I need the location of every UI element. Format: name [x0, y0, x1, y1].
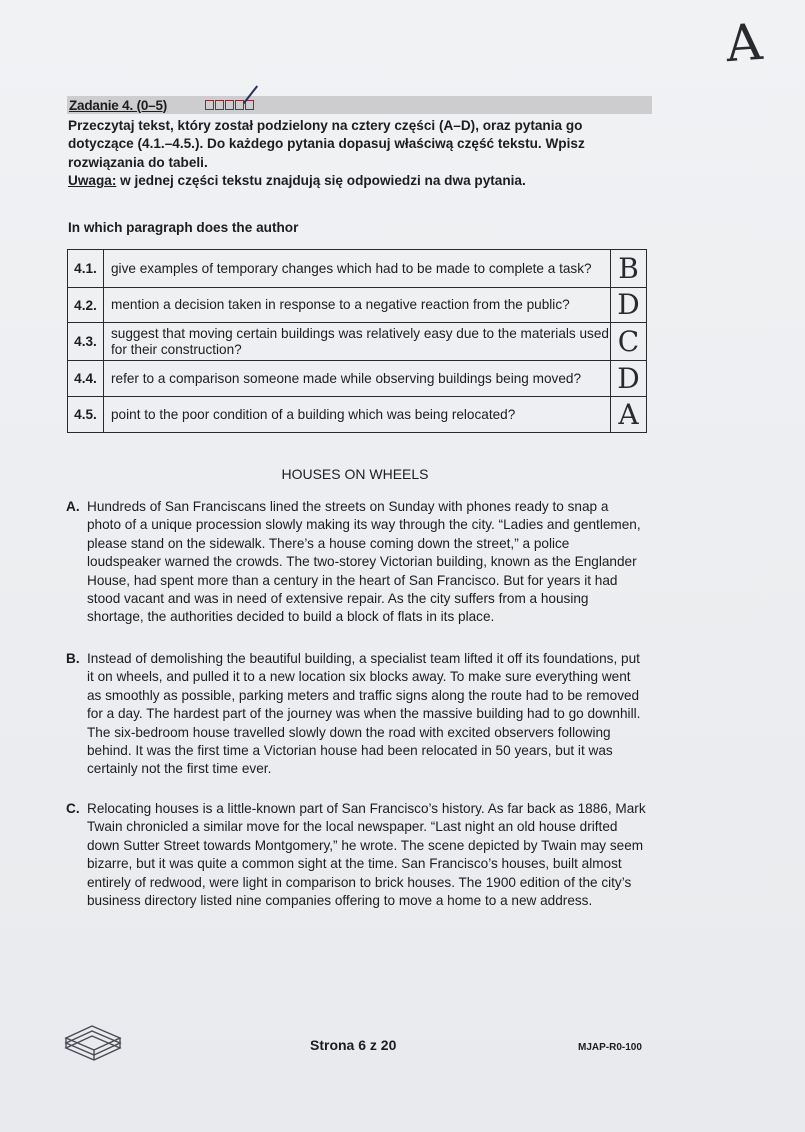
point-box — [215, 100, 224, 110]
task-header-bar — [67, 96, 652, 114]
point-box — [205, 100, 214, 110]
paragraph-text: Relocating houses is a little-known part of San Francisco’s history. As far back as 1886, Mark Twain chronicled a similar move for the local newspaper. “Last night an old house drifted down Sutter Street towards Montgomery,” he wrote. The scene depicted by Twain may seem bizarre, but it was quite a common sight at the time. San Francisco’s houses, built almost entirely of redwood, were light in comparison to brick houses. The 1900 edition of the city’s business directory listed nine companies offering to move a home to a new address. — [87, 801, 646, 909]
question-row — [68, 323, 647, 361]
instruction-text: Przeczytaj tekst, który został podzielony na cztery części (A–D), oraz pytania go dotyczące (4.1.–4.5.). Do każdego pytania dopasuj właściwą część tekstu. Wpisz rozwiązania do tabeli. — [68, 118, 585, 170]
question-text: refer to a comparison someone made while observing buildings being moved? — [104, 361, 611, 397]
question-number: 4.3. — [68, 323, 104, 361]
answer-table — [67, 249, 647, 433]
note-text: w jednej części tekstu znajdują się odpowiedzi na dwa pytania. — [116, 173, 526, 189]
task-instructions — [68, 117, 628, 191]
question-text: give examples of temporary changes which had to be made to complete a task? — [104, 250, 611, 288]
note-line — [68, 172, 628, 190]
article-paragraph-b — [66, 650, 646, 779]
paragraph-text: Instead of demolishing the beautiful building, a specialist team lifted it off its foundations, put it on wheels, and pulled it to a new location six blocks away. To make sure everything went as smoothly as possible, parking meters and traffic signs along the route had to be removed for a day. The hardest part of the journey was when the massive building had to go downhill. The six-bedroom house travelled slowly down the road with excited observers following behind. It was the first time a Victorian house had been relocated in 50 years, but it was certainly not the first time ever. — [87, 651, 641, 777]
document-code: MJAP-R0-100 — [578, 1042, 642, 1053]
question-row — [68, 288, 647, 323]
article-title: HOUSES ON WHEELS — [281, 466, 429, 482]
question-text: point to the poor condition of a building which was being relocated? — [104, 397, 611, 433]
answer-cell[interactable]: A — [611, 397, 647, 433]
question-number: 4.4. — [68, 361, 104, 397]
answer-cell[interactable]: B — [611, 250, 647, 288]
question-text: mention a decision taken in response to a negative reaction from the public? — [104, 288, 611, 323]
question-number: 4.5. — [68, 397, 104, 433]
paragraph-text: Hundreds of San Franciscans lined the streets on Sunday with phones ready to snap a photo of a unique procession slowly making its way through the city. “Ladies and gentlemen, please stand on the sidewalk. There’s a house coming down the street,” a police loudspeaker warned the crowds. The two-storey Victorian building, known as the Englander House, had spent more than a century in the heart of San Francisco. But for years it had stood vacant and was in need of extensive repair. As the city suffers from a housing shortage, the authorities decided to build a block of flats in its place. — [87, 499, 641, 625]
question-row — [68, 250, 647, 288]
answer-cell[interactable]: D — [611, 288, 647, 323]
paragraph-letter: A. — [66, 499, 80, 514]
answer-cell[interactable]: C — [611, 323, 647, 361]
question-text: suggest that moving certain buildings was relatively easy due to the materials used for their construction? — [104, 323, 611, 361]
question-number: 4.2. — [68, 288, 104, 323]
note-label: Uwaga: — [68, 173, 117, 189]
page-number: Strona 6 z 20 — [310, 1037, 397, 1053]
paragraph-letter: C. — [66, 801, 80, 816]
paragraph-letter: B. — [66, 651, 80, 666]
article-paragraph-c — [66, 800, 646, 910]
handwritten-corner-mark: A — [724, 12, 765, 74]
article-paragraph-a — [66, 498, 646, 627]
cke-logo-icon — [62, 1018, 124, 1064]
question-row — [68, 361, 647, 397]
question-number: 4.1. — [68, 250, 104, 288]
question-intro: In which paragraph does the author — [68, 220, 299, 235]
task-title: Zadanie 4. (0–5) — [69, 97, 168, 113]
question-row — [68, 397, 647, 433]
answer-cell[interactable]: D — [611, 361, 647, 397]
point-box — [225, 100, 234, 110]
